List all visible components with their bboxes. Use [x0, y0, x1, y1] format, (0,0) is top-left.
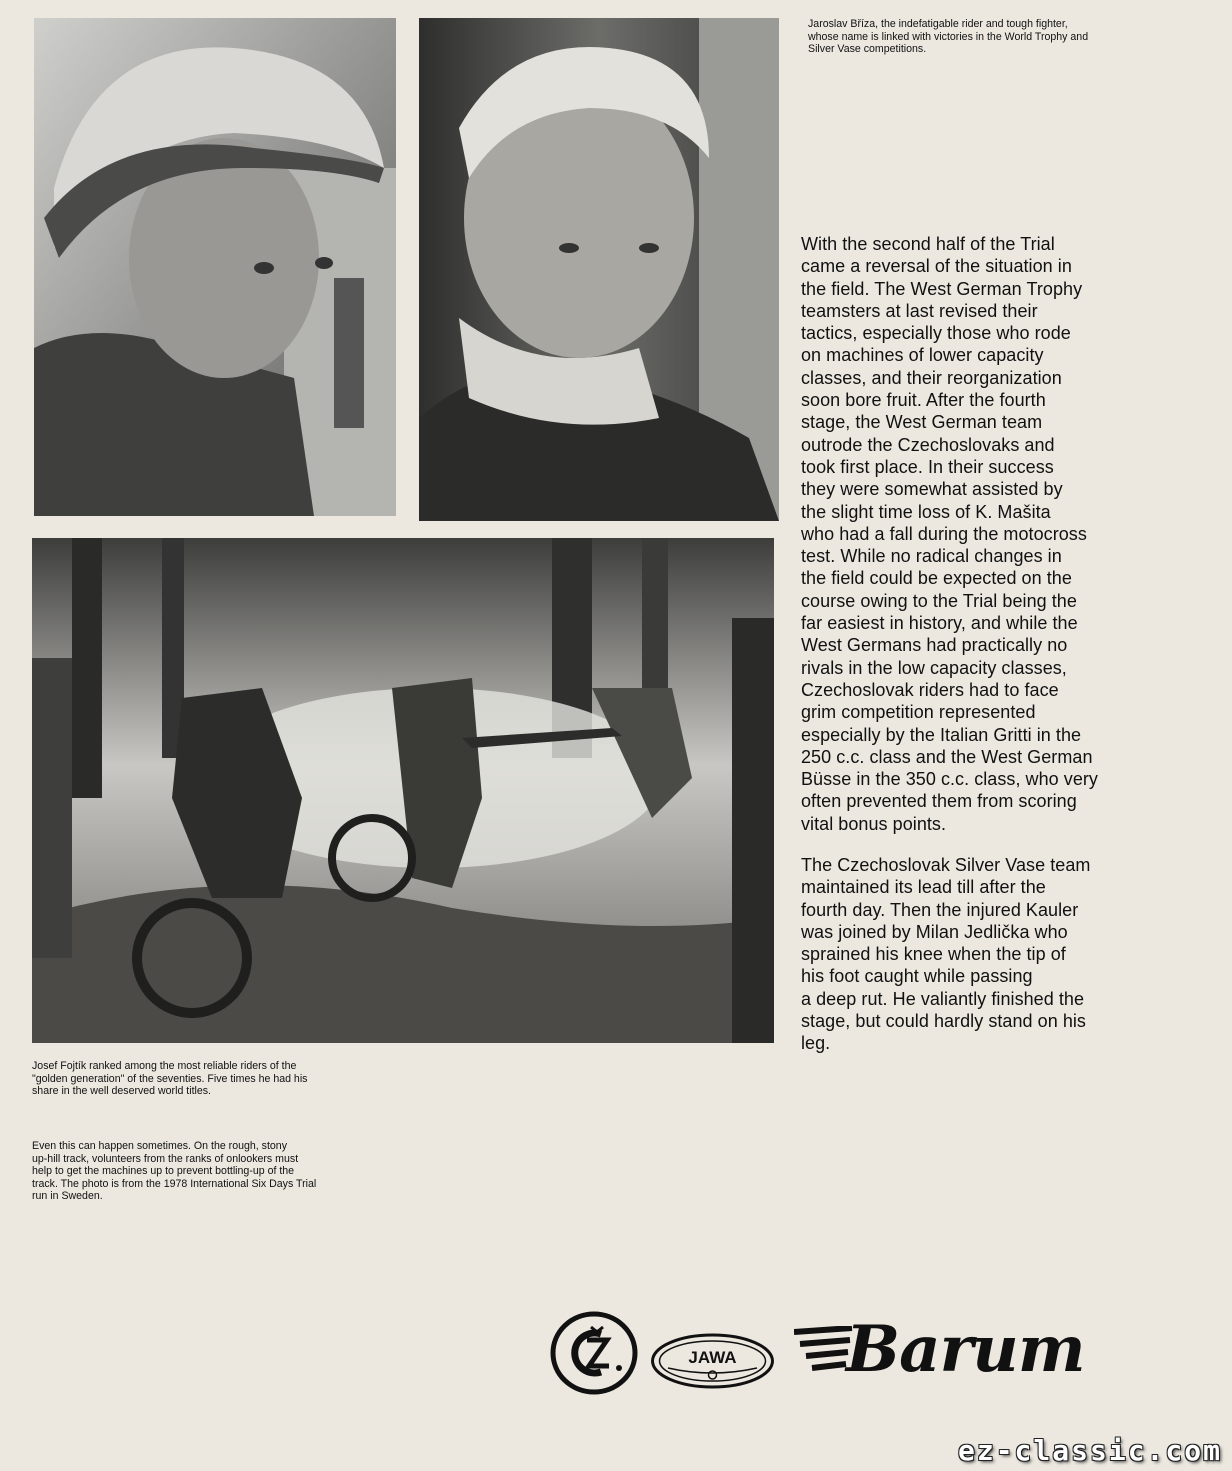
article-paragraph-1: With the second half of the Trial came a reversal of the situation in the field. The West German Trophy teamsters at last revised their tactics, especially those who rode on machines of lower capacity classes, and their reorganization soon bore fruit. After the fourth stage, the West German team outrode the Czechoslovaks and took first place. In their success they were somewhat assisted by the slight time loss of K. Mašita who had a fall during the motocross test. While no radical changes in the field could be expected on the course owing to the Trial being the far easiest in history, and while the West Germans had practically no rivals in the low capacity classes, Czechoslovak riders had to face grim competition represented especially by the Italian Gritti in the 250 c.c. class and the West German Büsse in the 350 c.c. class, who very often prevented them from scoring vital bonus points. — [801, 234, 1098, 834]
article-paragraph-2: The Czechoslovak Silver Vase team maintained its lead till after the fourth day. Then the injured Kauler was joined by Milan Jedlička who sprained his knee when the tip of his foot caught while passing a deep rut. He valiantly finished the stage, but could hardly stand on his leg. — [801, 855, 1091, 1054]
barum-wordmark: Barum — [846, 1312, 1085, 1387]
sponsor-logos — [548, 1306, 1118, 1396]
caption-fojtik: Josef Fojtík ranked among the most reliable riders of the "golden generation" of the seventies. Five times he had his share in the well deserved world titles. — [32, 1060, 308, 1097]
caption-briza: Jaroslav Bříza, the indefatigable rider and tough fighter, whose name is linked with victories in the World Trophy and Silver Vase competitions. — [808, 18, 1089, 55]
cz-logo-icon — [549, 1310, 639, 1396]
jawa-logo-icon — [650, 1332, 775, 1390]
jawa-logo-label: JAWA — [688, 1348, 737, 1367]
photo-briza-image — [419, 18, 779, 521]
photo-jaroslav-briza — [419, 18, 779, 521]
photo-six-days-trial — [32, 538, 774, 1043]
caption-trial: Even this can happen sometimes. On the rough, stony up-hill track, volunteers from the ranks of onlookers must help to get the machines up to prevent bottling-up of the track. The photo is from the 1978 International Six Days Trial run in Sweden. — [32, 1140, 317, 1202]
photo-josef-fojtik — [34, 18, 396, 516]
barum-speed-lines-icon — [794, 1326, 854, 1376]
photo-trial-image — [32, 538, 774, 1043]
barum-logo — [794, 1312, 1114, 1390]
photo-fojtik-image — [34, 18, 396, 516]
watermark: ez-classic.com — [957, 1434, 1222, 1467]
